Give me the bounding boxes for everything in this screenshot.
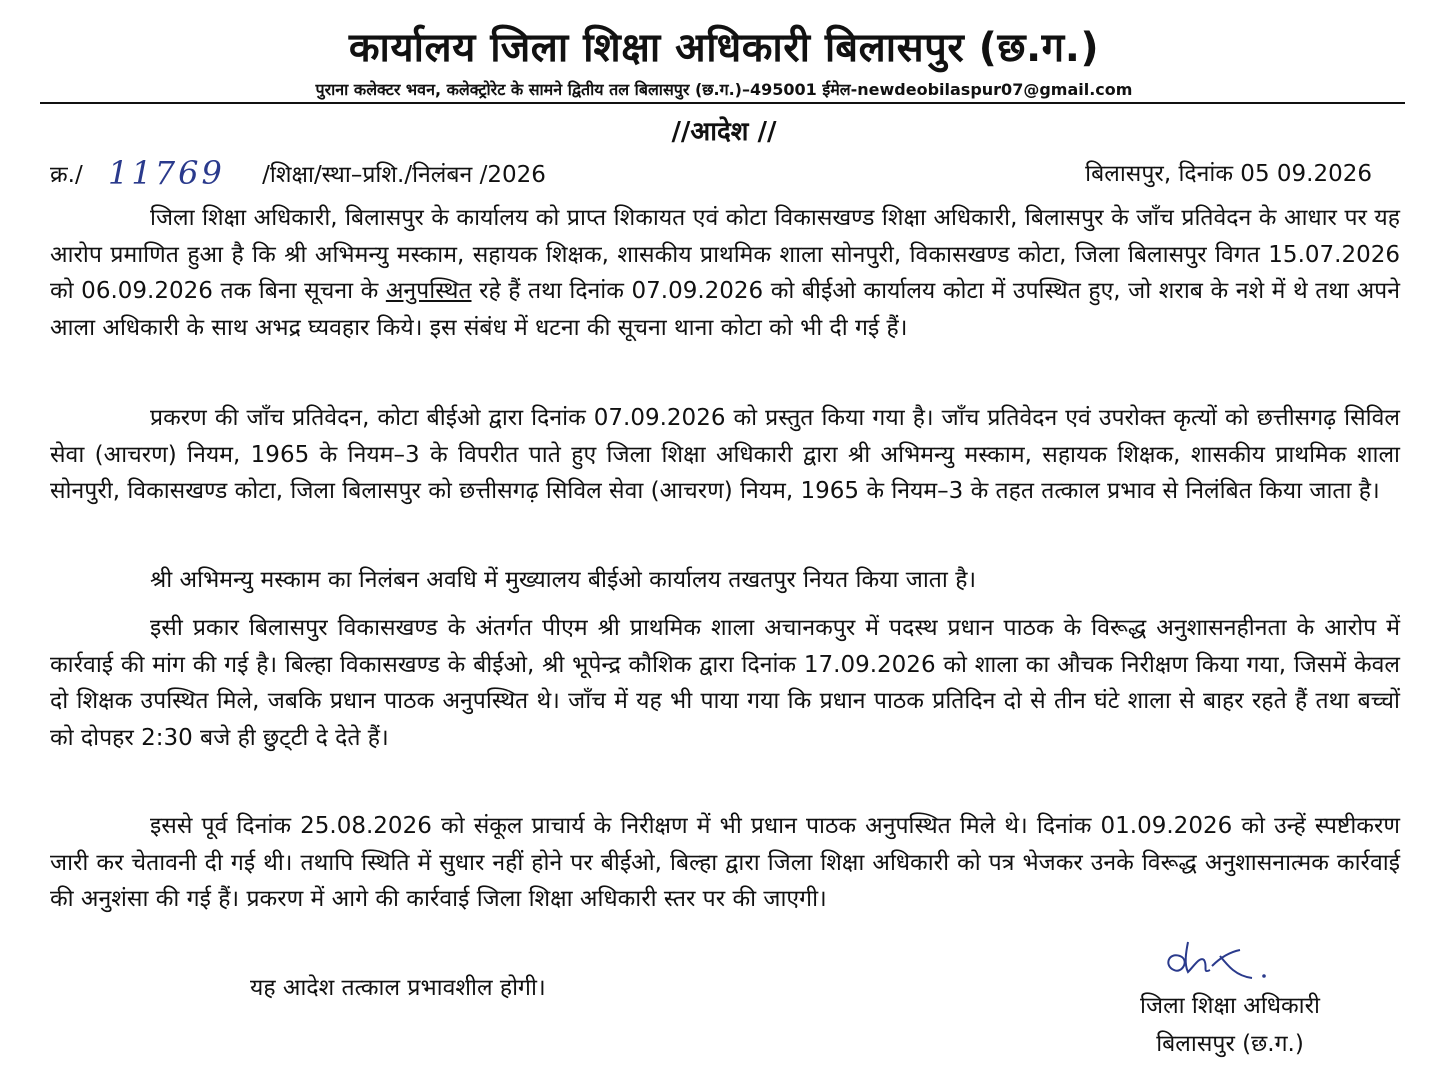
paragraph-1 xyxy=(50,200,1400,346)
office-address: पुराना कलेक्टर भवन, कलेक्ट्रोरेट के सामने द्वितीय तल बिलासपुर (छ.ग.)–495001 ईमेल-newdeobilaspur07@gmail.com xyxy=(315,80,1133,99)
paragraph-4: इसी प्रकार बिलासपुर विकासखण्ड के अंतर्गत पीएम श्री प्राथमिक शाला अचानकपुर में पदस्थ प्रधान पाठक के विरूद्ध अनुशासनहीनता के आरोप में कार्रवाई की मांग की गई है। बिल्हा विकासखण्ड के बीईओ, श्री भूपेन्द्र कौशिक द्वारा दिनांक 17.09.2026 को शाला का औचक निरीक्षण किया गया, जिसमें केवल दो शिक्षक उपस्थित मिले, जबकि प्रधान पाठक अनुपस्थित थे। जाँच में यह भी पाया गया कि प्रधान पाठक प्रतिदिन दो से तीन घंटे शाला से बाहर रहते हैं तथा बच्चों को दोपहर 2:30 बजे ही छुट्‌टी दे देते हैं। xyxy=(50,615,1400,751)
paragraph-5: इससे पूर्व दिनांक 25.08.2026 को संकूल प्राचार्य के निरीक्षण में भी प्रधान पाठक अनुपस्थित मिले थे। दिनांक 01.09.2026 को उन्हें स्पष्टीकरण जारी कर चेतावनी दी गई थी। तथापि स्थिति में सुधार नहीं होने पर बीईओ, बिल्हा द्वारा जिला शिक्षा अधिकारी को पत्र भेजकर उनके विरूद्ध अनुशासनात्मक कार्रवाई की अनुशंसा की गई हैं। प्रकरण में आगे की कार्रवाई जिला शिक्षा अधिकारी स्तर पर की जाएगी। xyxy=(50,813,1400,912)
paragraph-3: श्री अभिमन्यु मस्काम का निलंबन अवधि में मुख्यालय बीईओ कार्यालय तखतपुर नियत किया जाता है। xyxy=(150,567,977,593)
header-divider xyxy=(40,102,1405,104)
reference-number-handwritten: 11769 xyxy=(108,154,225,192)
paragraph-1-text-b: रहे हैं तथा दिनांक 07.09.2026 को बीईओ कार्यालय कोटा में उपस्थित हुए, जो शराब के नशे में थे तथा अपने आला अधिकारी के साथ अभद्र घ्यवहार किये। इस संबंध में धटना की सूचना थाना कोटा को भी दी गई हैं। xyxy=(50,278,1400,341)
reference-prefix: क्र./ xyxy=(50,162,83,188)
closing-statement: यह आदेश तत्काल प्रभावशील होगी। xyxy=(250,975,546,1001)
handwritten-signature xyxy=(1160,936,1280,988)
order-heading: //आदेश // xyxy=(671,117,777,147)
reference-suffix: /शिक्षा/स्था–प्रशि./निलंबन /2026 xyxy=(262,162,546,188)
office-title: कार्यालय जिला शिक्षा अधिकारी बिलासपुर (छ.ग.) xyxy=(348,25,1100,71)
signatory-place: बिलासपुर (छ.ग.) xyxy=(1156,1031,1304,1057)
place-date: बिलासपुर, दिनांक 05 09.2026 xyxy=(1085,161,1372,187)
reference-line xyxy=(50,154,546,192)
signatory-title: जिला शिक्षा अधिकारी xyxy=(1140,993,1320,1019)
paragraph-1-text-a: जिला शिक्षा अधिकारी, बिलासपुर के कार्यालय को प्राप्त शिकायत एवं कोटा विकासखण्ड शिक्षा अधिकारी, बिलासपुर के जाँच प्रतिवेदन के आधार पर यह आरोप प्रमाणित हुआ है कि श्री अभिमन्यु मस्काम, सहायक शिक्षक, शासकीय प्राथमिक शाला सोनपुरी, विकासखण्ड कोटा, जिला बिलासपुर विगत 15.07.2026 को 06.09.2026 तक बिना सूचना के xyxy=(50,205,1400,304)
paragraph-2: प्रकरण की जाँच प्रतिवेदन, कोटा बीईओ द्वारा दिनांक 07.09.2026 को प्रस्तुत किया गया है। जाँच प्रतिवेदन एवं उपरोक्त कृत्यों को छत्तीसगढ़ सिविल सेवा (आचरण) नियम, 1965 के नियम–3 के विपरीत पाते हुए जिला शिक्षा अधिकारी द्वारा श्री अभिमन्यु मस्काम, सहायक शिक्षक, शासकीय प्राथमिक शाला सोनपुरी, विकासखण्ड कोटा, जिला बिलासपुर को छत्तीसगढ़ सिविल सेवा (आचरण) नियम, 1965 के नियम–3 के तहत तत्काल प्रभाव से निलंबित किया जाता है। xyxy=(50,405,1400,504)
paragraph-1-underlined-word: अनुपस्थित xyxy=(385,278,472,304)
